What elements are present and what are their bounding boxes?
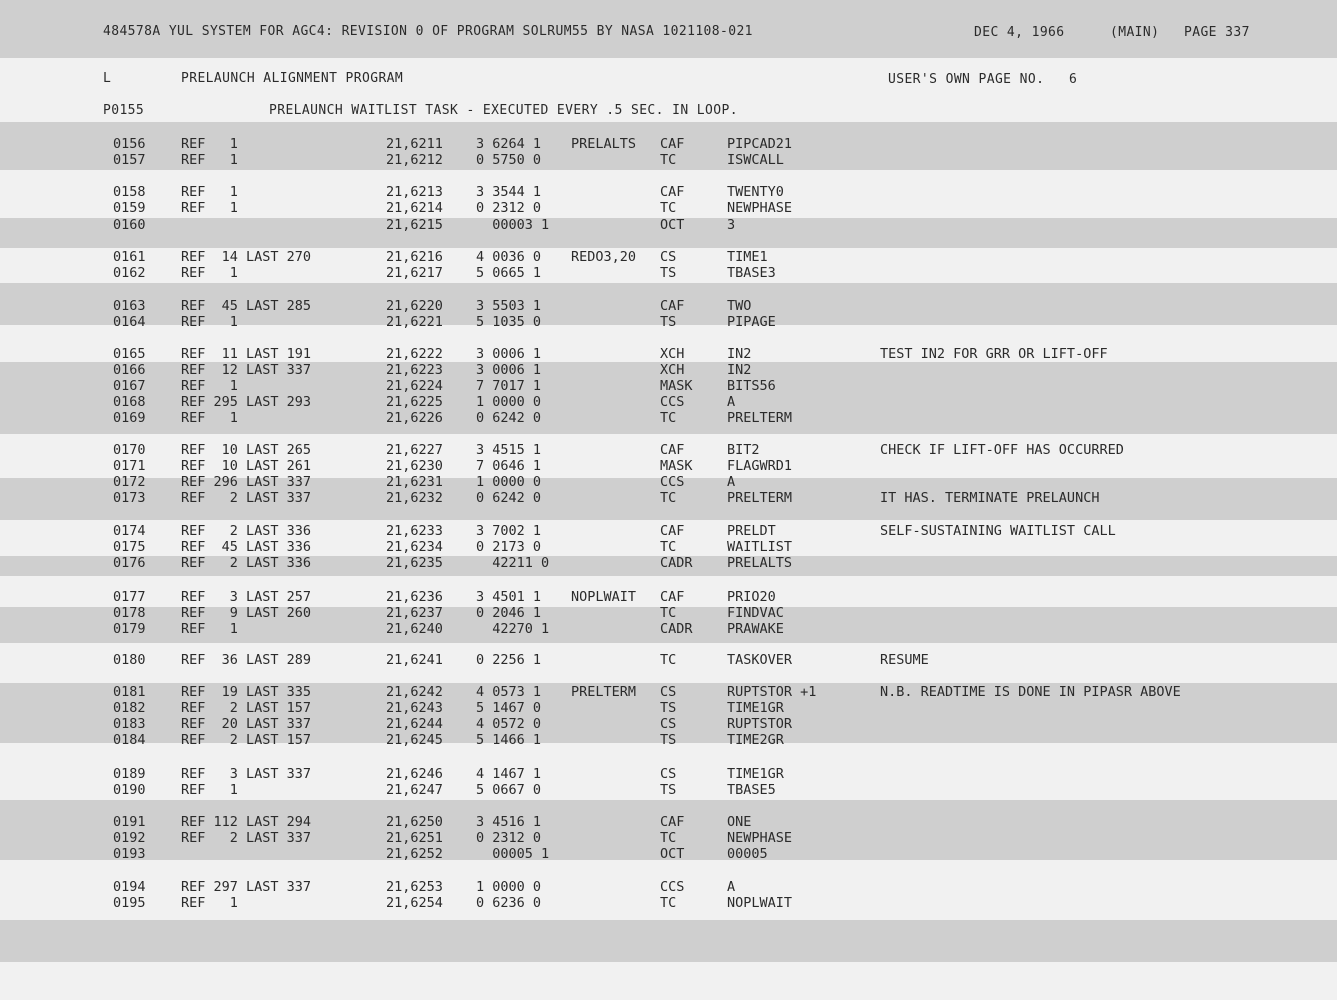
row-address: 21,6215 [386,217,443,233]
row-ref: REF 10 LAST 261 [181,458,312,474]
row-address: 21,6246 [386,766,443,782]
row-opcode: CS [660,766,677,782]
row-operand: NOPLWAIT [727,895,793,911]
row-octal-code: 0 6236 0 [476,895,542,911]
listing-row [0,700,1337,716]
listing-row [0,716,1337,732]
row-operand: PRIO20 [727,589,776,605]
row-opcode: TS [660,732,677,748]
row-octal-code: 5 1467 0 [476,700,542,716]
row-opcode: TC [660,539,677,555]
row-operand: BITS56 [727,378,776,394]
card-number: P0155 [103,103,145,118]
row-comment: TEST IN2 FOR GRR OR LIFT-OFF [880,346,1108,362]
listing-row [0,314,1337,330]
row-octal-code: 1 0000 0 [476,394,542,410]
row-address: 21,6236 [386,589,443,605]
row-label: REDO3,20 [571,249,637,265]
row-address: 21,6214 [386,200,443,216]
row-octal-code: 0 5750 0 [476,152,542,168]
row-operand: BIT2 [727,442,760,458]
row-address: 21,6251 [386,830,443,846]
row-opcode: TC [660,152,677,168]
listing-row [0,684,1337,700]
row-line-number: 0163 [113,298,146,314]
row-line-number: 0174 [113,523,146,539]
row-line-number: 0184 [113,732,146,748]
listing-row [0,555,1337,571]
row-ref: REF 1 [181,410,238,426]
row-octal-code: 3 4515 1 [476,442,542,458]
row-operand: TIME1 [727,249,768,265]
row-octal-code: 3 0006 1 [476,362,542,378]
row-opcode: CCS [660,879,685,895]
row-opcode: CS [660,716,677,732]
listing-row [0,217,1337,233]
row-line-number: 0159 [113,200,146,216]
listing-row [0,362,1337,378]
row-ref: REF 2 LAST 336 [181,523,312,539]
row-ref: REF 2 LAST 336 [181,555,312,571]
row-line-number: 0168 [113,394,146,410]
row-opcode: CS [660,684,677,700]
row-address: 21,6252 [386,846,443,862]
row-ref: REF 20 LAST 337 [181,716,312,732]
row-address: 21,6253 [386,879,443,895]
row-operand: TASKOVER [727,652,793,668]
row-octal-code: 5 1035 0 [476,314,542,330]
row-line-number: 0180 [113,652,146,668]
row-opcode: CAF [660,184,685,200]
row-octal-code: 4 1467 1 [476,766,542,782]
listing-row [0,621,1337,637]
listing-row [0,249,1337,265]
row-label: PRELALTS [571,136,637,152]
row-line-number: 0162 [113,265,146,281]
row-operand: 00005 [727,846,768,862]
row-line-number: 0172 [113,474,146,490]
row-operand: 3 [727,217,736,233]
row-line-number: 0171 [113,458,146,474]
row-octal-code: 4 0572 0 [476,716,542,732]
row-comment: SELF-SUSTAINING WAITLIST CALL [880,523,1116,539]
row-address: 21,6217 [386,265,443,281]
row-operand: NEWPHASE [727,830,793,846]
listing-row [0,766,1337,782]
listing-row [0,394,1337,410]
listing-row [0,410,1337,426]
row-operand: RUPTSTOR +1 [727,684,817,700]
listing-row [0,378,1337,394]
row-ref: REF 295 LAST 293 [181,394,312,410]
row-comment: RESUME [880,652,929,668]
row-address: 21,6243 [386,700,443,716]
row-ref: REF 45 LAST 285 [181,298,312,314]
row-address: 21,6211 [386,136,443,152]
row-octal-code: 3 7002 1 [476,523,542,539]
row-operand: ONE [727,814,752,830]
row-address: 21,6220 [386,298,443,314]
row-octal-code: 3 4516 1 [476,814,542,830]
row-line-number: 0189 [113,766,146,782]
row-operand: PRELTERM [727,410,793,426]
row-line-number: 0165 [113,346,146,362]
row-line-number: 0192 [113,830,146,846]
row-ref: REF 1 [181,895,238,911]
row-operand: IN2 [727,346,752,362]
row-line-number: 0190 [113,782,146,798]
row-address: 21,6216 [386,249,443,265]
row-operand: A [727,394,736,410]
row-opcode: TS [660,314,677,330]
row-address: 21,6237 [386,605,443,621]
row-opcode: TC [660,605,677,621]
row-address: 21,6225 [386,394,443,410]
row-opcode: TC [660,200,677,216]
row-operand: TIME1GR [727,766,784,782]
row-ref: REF 2 LAST 157 [181,700,312,716]
row-octal-code: 0 2256 1 [476,652,542,668]
row-line-number: 0173 [113,490,146,506]
row-operand: TWO [727,298,752,314]
row-ref: REF 1 [181,314,238,330]
row-ref: REF 3 LAST 257 [181,589,312,605]
listing-row [0,458,1337,474]
row-opcode: OCT [660,846,685,862]
listing-row [0,346,1337,362]
row-octal-code: 4 0036 0 [476,249,542,265]
listing-row [0,782,1337,798]
row-opcode: CAF [660,136,685,152]
section-title: PRELAUNCH WAITLIST TASK - EXECUTED EVERY .5 SEC. IN LOOP. [269,103,738,118]
row-octal-code: 0 6242 0 [476,490,542,506]
row-opcode: CADR [660,555,693,571]
listing-row [0,184,1337,200]
row-address: 21,6233 [386,523,443,539]
row-opcode: XCH [660,346,685,362]
row-address: 21,6234 [386,539,443,555]
row-address: 21,6240 [386,621,443,637]
row-line-number: 0193 [113,846,146,862]
row-address: 21,6224 [386,378,443,394]
row-line-number: 0157 [113,152,146,168]
row-address: 21,6223 [386,362,443,378]
row-line-number: 0181 [113,684,146,700]
row-line-number: 0167 [113,378,146,394]
row-ref: REF 19 LAST 335 [181,684,312,700]
row-octal-code: 00003 1 [476,217,550,233]
row-opcode: CAF [660,814,685,830]
row-octal-code: 3 0006 1 [476,346,542,362]
row-opcode: TC [660,895,677,911]
row-operand: PIPAGE [727,314,776,330]
listing-row [0,652,1337,668]
listing-row [0,539,1337,555]
listing-row [0,265,1337,281]
row-opcode: CAF [660,589,685,605]
row-ref: REF 1 [181,200,238,216]
listing-row [0,136,1337,152]
row-operand: PRAWAKE [727,621,784,637]
row-line-number: 0156 [113,136,146,152]
row-line-number: 0195 [113,895,146,911]
row-operand: TBASE5 [727,782,776,798]
row-operand: A [727,474,736,490]
listing-row [0,895,1337,911]
row-octal-code: 5 0667 0 [476,782,542,798]
row-opcode: MASK [660,378,693,394]
row-ref: REF 1 [181,184,238,200]
row-label: PRELTERM [571,684,637,700]
row-octal-code: 3 4501 1 [476,589,542,605]
row-opcode: TS [660,265,677,281]
header-page: PAGE 337 [1184,25,1250,40]
row-address: 21,6213 [386,184,443,200]
row-opcode: CADR [660,621,693,637]
row-line-number: 0176 [113,555,146,571]
row-address: 21,6212 [386,152,443,168]
row-octal-code: 1 0000 0 [476,879,542,895]
row-octal-code: 0 2173 0 [476,539,542,555]
program-title: PRELAUNCH ALIGNMENT PROGRAM [181,71,404,86]
row-octal-code: 4 0573 1 [476,684,542,700]
row-operand: WAITLIST [727,539,793,555]
row-opcode: TC [660,490,677,506]
row-ref: REF 12 LAST 337 [181,362,312,378]
row-octal-code: 5 1466 1 [476,732,542,748]
row-address: 21,6245 [386,732,443,748]
row-opcode: CAF [660,298,685,314]
row-ref: REF 1 [181,136,238,152]
row-line-number: 0194 [113,879,146,895]
listing-row [0,442,1337,458]
row-comment: CHECK IF LIFT-OFF HAS OCCURRED [880,442,1124,458]
row-ref: REF 9 LAST 260 [181,605,312,621]
listing-row [0,830,1337,846]
row-ref: REF 2 LAST 337 [181,490,312,506]
row-address: 21,6244 [386,716,443,732]
row-label: NOPLWAIT [571,589,637,605]
listing-row [0,200,1337,216]
row-octal-code: 5 0665 1 [476,265,542,281]
row-line-number: 0164 [113,314,146,330]
row-opcode: CAF [660,523,685,539]
row-ref: REF 2 LAST 337 [181,830,312,846]
row-line-number: 0177 [113,589,146,605]
row-operand: A [727,879,736,895]
row-line-number: 0161 [113,249,146,265]
log-mark: L [103,71,112,86]
row-ref: REF 297 LAST 337 [181,879,312,895]
row-line-number: 0183 [113,716,146,732]
row-line-number: 0179 [113,621,146,637]
header-main: (MAIN) [1110,25,1160,40]
row-address: 21,6222 [386,346,443,362]
row-operand: RUPTSTOR [727,716,793,732]
row-address: 21,6231 [386,474,443,490]
listing-row [0,298,1337,314]
row-line-number: 0169 [113,410,146,426]
row-octal-code: 0 2312 0 [476,200,542,216]
row-address: 21,6235 [386,555,443,571]
row-opcode: XCH [660,362,685,378]
header-date: DEC 4, 1966 [974,25,1065,40]
row-opcode: TS [660,700,677,716]
row-address: 21,6221 [386,314,443,330]
row-address: 21,6230 [386,458,443,474]
row-opcode: MASK [660,458,693,474]
row-ref: REF 1 [181,621,238,637]
listing-row [0,152,1337,168]
row-line-number: 0166 [113,362,146,378]
row-ref: REF 2 LAST 157 [181,732,312,748]
row-ref: REF 45 LAST 336 [181,539,312,555]
row-operand: FINDVAC [727,605,784,621]
row-address: 21,6226 [386,410,443,426]
row-address: 21,6227 [386,442,443,458]
row-operand: TBASE3 [727,265,776,281]
row-operand: PIPCAD21 [727,136,793,152]
row-line-number: 0191 [113,814,146,830]
row-octal-code: 3 6264 1 [476,136,542,152]
row-octal-code: 3 3544 1 [476,184,542,200]
row-address: 21,6250 [386,814,443,830]
row-octal-code: 42270 1 [476,621,550,637]
listing-row [0,474,1337,490]
row-address: 21,6247 [386,782,443,798]
row-ref: REF 1 [181,152,238,168]
row-opcode: OCT [660,217,685,233]
row-line-number: 0160 [113,217,146,233]
row-octal-code: 0 6242 0 [476,410,542,426]
row-ref: REF 1 [181,378,238,394]
row-operand: IN2 [727,362,752,378]
listing-row [0,589,1337,605]
row-comment: N.B. READTIME IS DONE IN PIPASR ABOVE [880,684,1181,700]
row-operand: PRELDT [727,523,776,539]
listing-row [0,814,1337,830]
row-octal-code: 0 2312 0 [476,830,542,846]
row-opcode: TC [660,830,677,846]
row-line-number: 0178 [113,605,146,621]
row-ref: REF 14 LAST 270 [181,249,312,265]
row-line-number: 0175 [113,539,146,555]
row-opcode: TC [660,652,677,668]
row-opcode: CS [660,249,677,265]
row-octal-code: 42211 0 [476,555,550,571]
row-operand: TWENTY0 [727,184,784,200]
row-ref: REF 36 LAST 289 [181,652,312,668]
row-address: 21,6232 [386,490,443,506]
row-octal-code: 7 0646 1 [476,458,542,474]
row-opcode: CCS [660,394,685,410]
listing-row [0,732,1337,748]
listing-row [0,879,1337,895]
user-page-number: USER'S OWN PAGE NO. 6 [888,72,1078,87]
row-comment: IT HAS. TERMINATE PRELAUNCH [880,490,1100,506]
row-octal-code: 3 5503 1 [476,298,542,314]
row-ref: REF 3 LAST 337 [181,766,312,782]
listing-row [0,523,1337,539]
row-ref: REF 10 LAST 265 [181,442,312,458]
row-octal-code: 7 7017 1 [476,378,542,394]
row-operand: TIME2GR [727,732,784,748]
row-octal-code: 0 2046 1 [476,605,542,621]
row-ref: REF 1 [181,265,238,281]
row-ref: REF 11 LAST 191 [181,346,312,362]
row-address: 21,6241 [386,652,443,668]
row-operand: NEWPHASE [727,200,793,216]
row-address: 21,6242 [386,684,443,700]
row-address: 21,6254 [386,895,443,911]
row-ref: REF 112 LAST 294 [181,814,312,830]
listing-row [0,846,1337,862]
listing-row [0,490,1337,506]
paper-band [0,920,1337,962]
row-octal-code: 1 0000 0 [476,474,542,490]
row-octal-code: 00005 1 [476,846,550,862]
row-operand: ISWCALL [727,152,784,168]
row-operand: PRELALTS [727,555,793,571]
row-opcode: TC [660,410,677,426]
listing-row [0,605,1337,621]
row-line-number: 0170 [113,442,146,458]
row-ref: REF 296 LAST 337 [181,474,312,490]
row-operand: PRELTERM [727,490,793,506]
row-opcode: CAF [660,442,685,458]
row-opcode: TS [660,782,677,798]
row-operand: FLAGWRD1 [727,458,793,474]
row-line-number: 0158 [113,184,146,200]
row-line-number: 0182 [113,700,146,716]
header-title: 484578A YUL SYSTEM FOR AGC4: REVISION 0 OF PROGRAM SOLRUM55 BY NASA 1021108-021 [103,24,753,39]
row-operand: TIME1GR [727,700,784,716]
row-ref: REF 1 [181,782,238,798]
row-opcode: CCS [660,474,685,490]
